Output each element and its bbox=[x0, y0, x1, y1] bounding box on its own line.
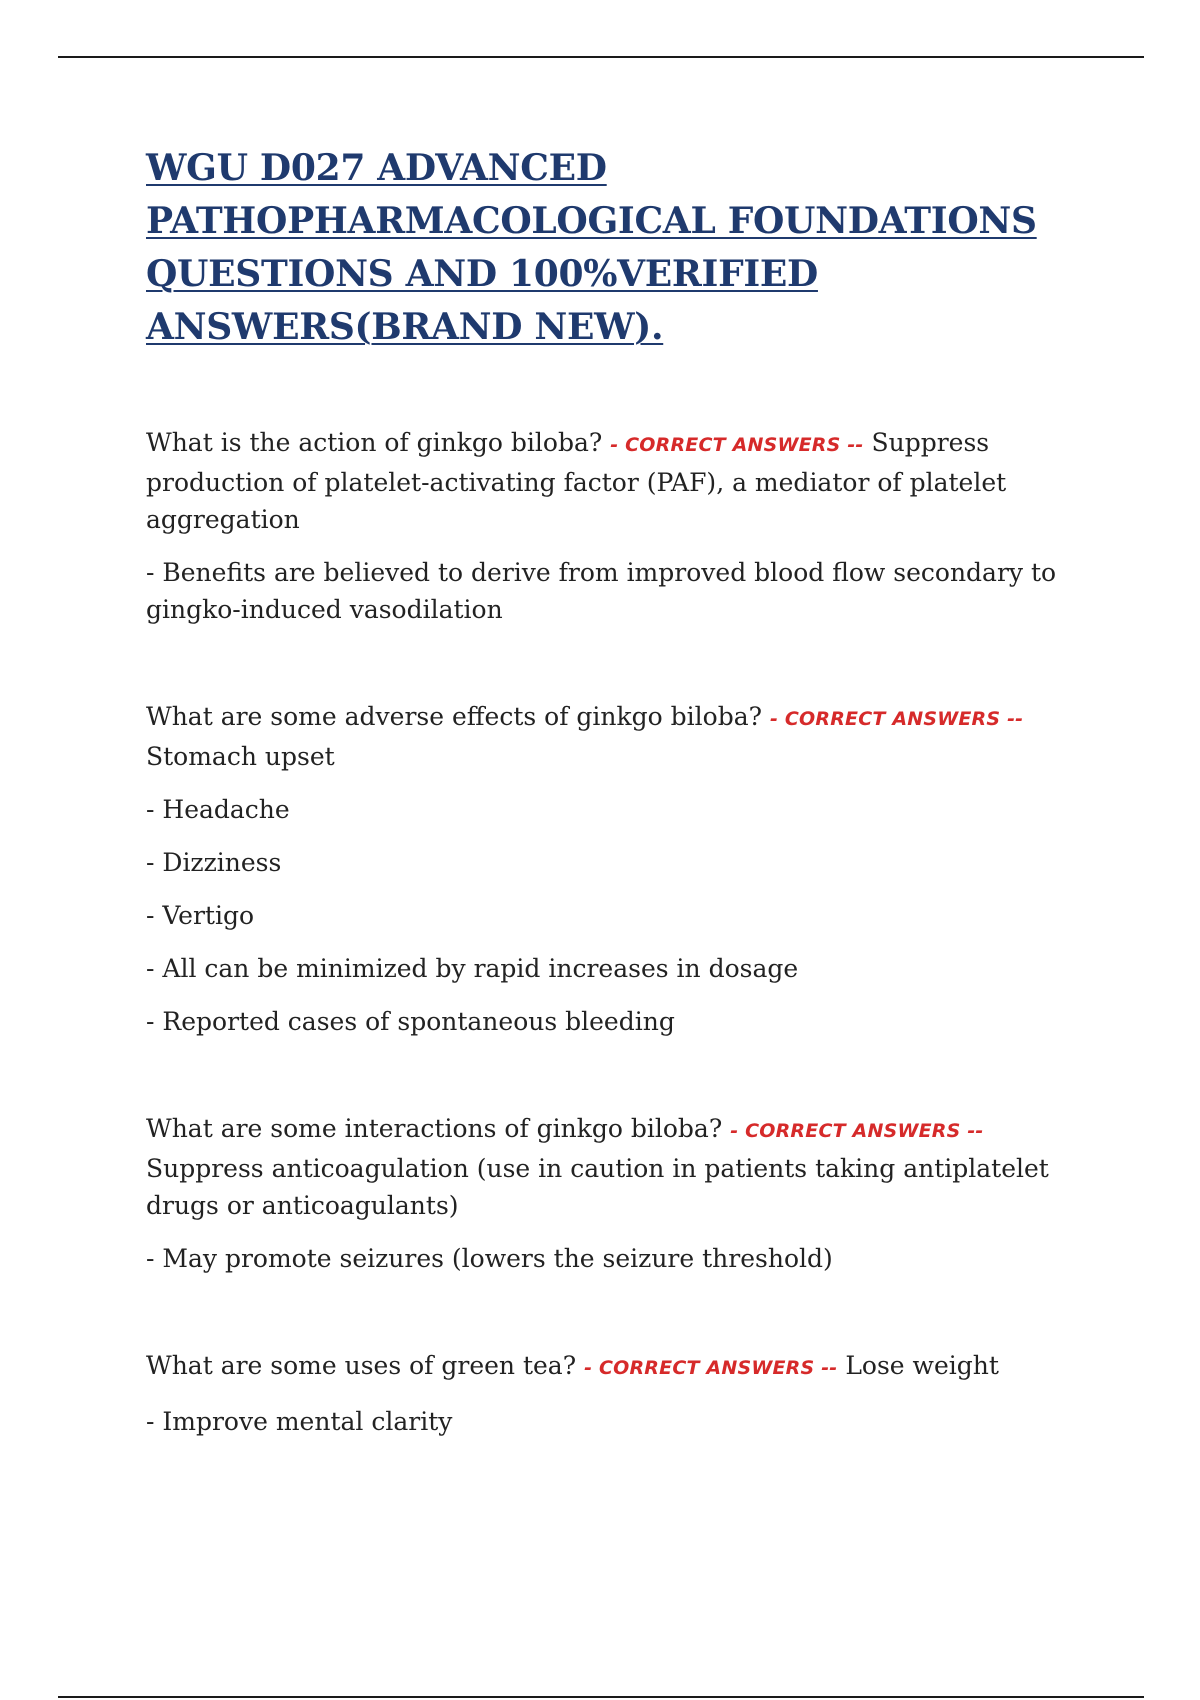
answer-bullet: - Improve mental clarity bbox=[146, 1407, 453, 1436]
qa-item bbox=[146, 424, 1106, 628]
correct-answers-marker: - CORRECT ANSWERS -- bbox=[584, 1357, 838, 1379]
question-text: What are some uses of green tea? bbox=[146, 1351, 577, 1380]
answer-bullet: - Headache bbox=[146, 795, 290, 824]
correct-answers-marker: - CORRECT ANSWERS -- bbox=[610, 434, 864, 456]
qa-question-line bbox=[146, 424, 1106, 538]
answer-bullet: - Dizziness bbox=[146, 848, 282, 877]
qa-item bbox=[146, 698, 1106, 1040]
correct-answers-marker: - CORRECT ANSWERS -- bbox=[769, 708, 1024, 730]
qa-question-line bbox=[146, 698, 1106, 775]
answer-text: Suppress anticoagulation (use in caution in patients taking antiplatelet drugs or anticoagulants) bbox=[146, 1154, 1049, 1220]
question-text: What is the action of ginkgo biloba? bbox=[146, 428, 603, 457]
answer-text: Suppress production of platelet-activating factor (PAF), a mediator of platelet aggregation bbox=[146, 428, 1007, 534]
answer-bullet: - Reported cases of spontaneous bleeding bbox=[146, 1007, 675, 1036]
bottom-divider bbox=[58, 1696, 1144, 1698]
qa-question-line bbox=[146, 1347, 1106, 1387]
answer-bullet: - All can be minimized by rapid increases in dosage bbox=[146, 954, 799, 983]
document-title: WGU D027 ADVANCED PATHOPHARMACOLOGICAL FOUNDATIONS QUESTIONS AND 100%VERIFIED ANSWERS(BRAND NEW). bbox=[146, 147, 1037, 348]
question-text: What are some adverse effects of ginkgo biloba? bbox=[146, 702, 763, 731]
answer-bullet: - Vertigo bbox=[146, 901, 254, 930]
qa-item bbox=[146, 1110, 1106, 1277]
question-text: What are some interactions of ginkgo biloba? bbox=[146, 1114, 723, 1143]
answer-bullet: - Benefits are believed to derive from improved blood flow secondary to gingko-induced vasodilation bbox=[146, 558, 1057, 624]
qa-question-line bbox=[146, 1110, 1106, 1224]
document-body bbox=[146, 142, 1106, 1440]
qa-item bbox=[146, 1347, 1106, 1440]
answer-bullet: - May promote seizures (lowers the seizure threshold) bbox=[146, 1244, 833, 1273]
correct-answers-marker: - CORRECT ANSWERS -- bbox=[730, 1120, 984, 1142]
answer-text: Lose weight bbox=[845, 1351, 999, 1380]
top-divider bbox=[58, 56, 1144, 58]
answer-text: Stomach upset bbox=[146, 742, 335, 771]
